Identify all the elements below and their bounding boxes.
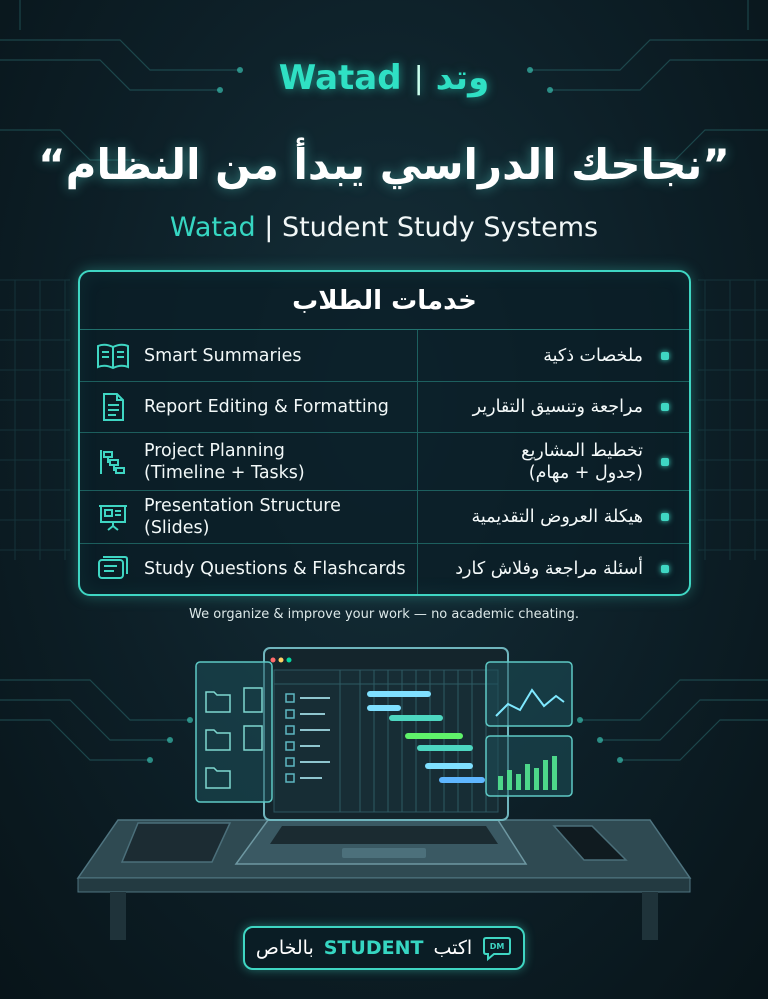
service-row-reports bbox=[80, 382, 689, 433]
brand-logo bbox=[0, 58, 768, 98]
service-row-flashcards bbox=[80, 544, 689, 594]
service-en-presentation: Presentation Structure (Slides) bbox=[144, 496, 341, 538]
laptop-desk-illustration bbox=[0, 640, 768, 940]
service-ar-flashcards: أسئلة مراجعة وفلاش كارد bbox=[455, 559, 643, 579]
service-en-reports: Report Editing & Formatting bbox=[144, 397, 389, 417]
services-panel bbox=[78, 270, 691, 596]
service-row-planning bbox=[80, 433, 689, 491]
book-icon bbox=[96, 341, 130, 371]
cta-keyword: STUDENT bbox=[323, 937, 424, 959]
gantt-icon bbox=[96, 447, 130, 477]
brand-latin: Watad bbox=[278, 58, 402, 98]
service-row-summaries bbox=[80, 330, 689, 382]
services-panel-title: خدمات الطلاب bbox=[80, 272, 689, 330]
bullet-marker bbox=[661, 513, 669, 521]
brand-arabic: وتد bbox=[435, 58, 490, 98]
cta-prefix: اكتب bbox=[433, 937, 473, 959]
service-en-flashcards: Study Questions & Flashcards bbox=[144, 559, 406, 579]
service-ar-summaries: ملخصات ذكية bbox=[543, 345, 643, 366]
page-headline: ”نجاحك الدراسي يبدأ من النظام“ bbox=[38, 140, 730, 189]
brand-separator: | bbox=[413, 60, 424, 96]
subtitle-accent: Watad bbox=[169, 212, 256, 243]
service-ar-presentation: هيكلة العروض التقديمية bbox=[471, 507, 643, 527]
presentation-icon bbox=[96, 502, 130, 532]
service-ar-reports: مراجعة وتنسيق التقارير bbox=[472, 397, 643, 417]
bullet-marker bbox=[661, 403, 669, 411]
service-en-planning: Project Planning (Timeline + Tasks) bbox=[144, 440, 305, 483]
service-ar-planning: تخطيط المشاريع (جدول + مهام) bbox=[521, 440, 643, 483]
cta-suffix: بالخاص bbox=[255, 937, 314, 959]
flashcards-icon bbox=[96, 554, 130, 584]
bullet-marker bbox=[661, 565, 669, 573]
disclaimer-note: We organize & improve your work — no academic cheating. bbox=[189, 607, 579, 622]
service-en-summaries: Smart Summaries bbox=[144, 345, 302, 366]
subtitle-rest: | Student Study Systems bbox=[255, 212, 599, 243]
chat-bubble-icon bbox=[482, 935, 512, 961]
bullet-marker bbox=[661, 352, 669, 360]
dm-call-to-action[interactable] bbox=[243, 926, 525, 970]
bullet-marker bbox=[661, 458, 669, 466]
svg-text:DM: DM bbox=[489, 942, 505, 951]
service-row-presentation bbox=[80, 491, 689, 544]
document-icon bbox=[96, 392, 130, 422]
page-subtitle bbox=[0, 212, 768, 243]
